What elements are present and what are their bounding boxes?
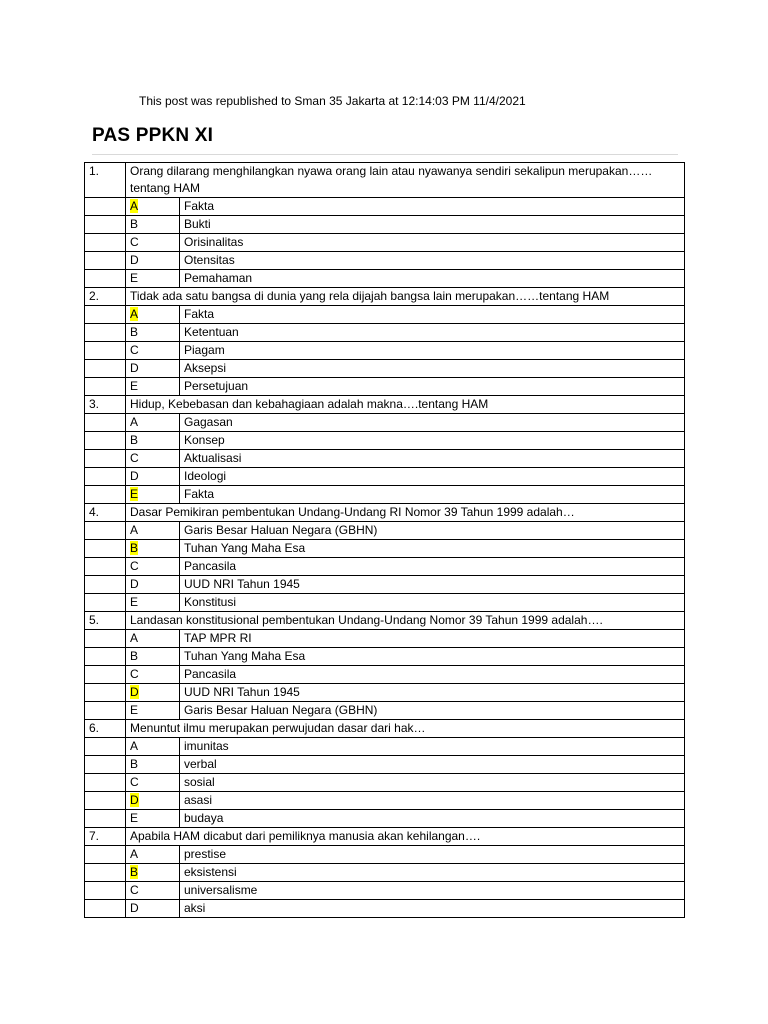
option-row [85,414,685,432]
option-letter-cell [126,774,180,792]
option-text: Fakta [180,486,685,504]
option-letter: D [130,469,139,483]
option-letter-cell [126,666,180,684]
option-letter-cell [126,648,180,666]
option-letter-cell [126,594,180,612]
option-letter: A [130,631,139,645]
option-text: Aktualisasi [180,450,685,468]
option-letter-cell [126,810,180,828]
option-spacer [85,324,126,342]
option-letter-cell [126,270,180,288]
option-spacer [85,864,126,882]
option-letter-cell [126,360,180,378]
option-letter: A [130,415,139,429]
option-spacer [85,270,126,288]
option-text: sosial [180,774,685,792]
option-spacer [85,630,126,648]
option-row [85,324,685,342]
option-text: Garis Besar Haluan Negara (GBHN) [180,702,685,720]
option-spacer [85,468,126,486]
question-row [85,396,685,414]
option-row [85,666,685,684]
option-letter-cell [126,864,180,882]
option-letter-cell [126,198,180,216]
question-text: Dasar Pemikiran pembentukan Undang-Undang RI Nomor 39 Tahun 1999 adalah… [126,504,685,522]
option-letter: A [130,307,139,321]
option-letter-cell [126,432,180,450]
title-divider [92,154,678,155]
option-row [85,558,685,576]
option-text: Bukti [180,216,685,234]
option-spacer [85,342,126,360]
option-text: verbal [180,756,685,774]
option-spacer [85,774,126,792]
option-text: aksi [180,900,685,918]
option-row [85,648,685,666]
option-row [85,846,685,864]
option-letter: A [130,523,139,537]
option-spacer [85,792,126,810]
option-letter-cell [126,306,180,324]
option-letter: D [130,685,139,699]
option-spacer [85,900,126,918]
option-spacer [85,306,126,324]
option-letter: C [130,883,139,897]
option-text: Konsep [180,432,685,450]
option-row [85,378,685,396]
option-row [85,684,685,702]
question-number: 7. [85,828,126,846]
option-letter-cell [126,576,180,594]
option-letter: C [130,235,139,249]
option-letter-cell [126,450,180,468]
option-spacer [85,738,126,756]
option-text: Ketentuan [180,324,685,342]
option-letter: E [130,811,139,825]
option-letter-cell [126,882,180,900]
option-row [85,450,685,468]
option-letter: C [130,775,139,789]
question-text: Orang dilarang menghilangkan nyawa orang lain atau nyawanya sendiri sekalipun merupakan…… tentang HAM [126,163,685,198]
option-text: Piagam [180,342,685,360]
option-text: Persetujuan [180,378,685,396]
option-row [85,630,685,648]
option-spacer [85,702,126,720]
option-letter-cell [126,252,180,270]
question-text: Menuntut ilmu merupakan perwujudan dasar dari hak… [126,720,685,738]
option-text: Orisinalitas [180,234,685,252]
option-text: eksistensi [180,864,685,882]
option-row [85,486,685,504]
option-letter-cell [126,684,180,702]
option-spacer [85,486,126,504]
option-row [85,792,685,810]
option-row [85,252,685,270]
option-letter-cell [126,738,180,756]
option-row [85,360,685,378]
option-letter: D [130,901,139,915]
option-spacer [85,882,126,900]
option-text: Ideologi [180,468,685,486]
option-letter: A [130,739,139,753]
option-spacer [85,846,126,864]
option-letter: D [130,253,139,267]
option-text: Pemahaman [180,270,685,288]
option-letter: E [130,595,139,609]
option-spacer [85,198,126,216]
question-number: 2. [85,288,126,306]
option-text: imunitas [180,738,685,756]
option-letter: D [130,577,139,591]
option-spacer [85,522,126,540]
question-row [85,612,685,630]
option-row [85,882,685,900]
option-letter: C [130,343,139,357]
option-text: TAP MPR RI [180,630,685,648]
quiz-table [84,162,685,918]
option-spacer [85,684,126,702]
option-row [85,810,685,828]
option-row [85,306,685,324]
option-letter: A [130,199,139,213]
option-letter-cell [126,216,180,234]
option-row [85,432,685,450]
option-row [85,342,685,360]
option-row [85,468,685,486]
option-text: universalisme [180,882,685,900]
question-text: Tidak ada satu bangsa di dunia yang rela dijajah bangsa lain merupakan……tentang HAM [126,288,685,306]
option-letter: B [130,541,139,555]
option-text: asasi [180,792,685,810]
option-row [85,198,685,216]
option-letter-cell [126,900,180,918]
option-text: Tuhan Yang Maha Esa [180,540,685,558]
option-row [85,702,685,720]
option-letter-cell [126,540,180,558]
question-row [85,828,685,846]
option-letter: B [130,325,139,339]
option-text: Fakta [180,198,685,216]
option-letter-cell [126,414,180,432]
question-number: 1. [85,163,126,198]
option-letter: C [130,559,139,573]
option-letter: D [130,361,139,375]
option-row [85,594,685,612]
option-letter: B [130,757,139,771]
option-spacer [85,558,126,576]
option-letter: B [130,865,139,879]
option-letter: E [130,271,139,285]
option-letter-cell [126,342,180,360]
question-text: Hidup, Kebebasan dan kebahagiaan adalah makna….tentang HAM [126,396,685,414]
option-spacer [85,414,126,432]
option-letter-cell [126,378,180,396]
option-text: Fakta [180,306,685,324]
option-row [85,216,685,234]
option-letter-cell [126,522,180,540]
option-spacer [85,432,126,450]
option-row [85,270,685,288]
republish-notice: This post was republished to Sman 35 Jakarta at 12:14:03 PM 11/4/2021 [139,94,526,108]
question-row [85,163,685,198]
option-letter-cell [126,468,180,486]
option-text: Otensitas [180,252,685,270]
option-letter-cell [126,486,180,504]
option-row [85,756,685,774]
option-spacer [85,252,126,270]
option-spacer [85,216,126,234]
option-letter: B [130,649,139,663]
option-letter: A [130,847,139,861]
option-letter: C [130,667,139,681]
question-number: 5. [85,612,126,630]
option-spacer [85,540,126,558]
question-text: Apabila HAM dicabut dari pemiliknya manusia akan kehilangan…. [126,828,685,846]
option-letter: B [130,217,139,231]
option-text: prestise [180,846,685,864]
option-spacer [85,378,126,396]
quiz-table-body [85,163,685,918]
option-letter: E [130,703,139,717]
option-text: Gagasan [180,414,685,432]
option-text: budaya [180,810,685,828]
option-letter: E [130,379,139,393]
option-letter-cell [126,234,180,252]
option-text: Pancasila [180,666,685,684]
option-spacer [85,666,126,684]
option-row [85,540,685,558]
option-letter: B [130,433,139,447]
option-spacer [85,810,126,828]
option-spacer [85,594,126,612]
option-letter-cell [126,792,180,810]
option-row [85,774,685,792]
option-row [85,576,685,594]
option-letter-cell [126,630,180,648]
option-letter-cell [126,756,180,774]
option-row [85,900,685,918]
question-row [85,720,685,738]
question-text: Landasan konstitusional pembentukan Undang-Undang Nomor 39 Tahun 1999 adalah…. [126,612,685,630]
option-letter: C [130,451,139,465]
question-number: 6. [85,720,126,738]
option-text: Garis Besar Haluan Negara (GBHN) [180,522,685,540]
option-row [85,522,685,540]
option-text: Aksepsi [180,360,685,378]
option-letter-cell [126,558,180,576]
option-row [85,864,685,882]
option-text: UUD NRI Tahun 1945 [180,684,685,702]
option-row [85,234,685,252]
option-spacer [85,756,126,774]
option-letter: E [130,487,139,501]
option-row [85,738,685,756]
option-text: Tuhan Yang Maha Esa [180,648,685,666]
option-letter-cell [126,702,180,720]
option-letter-cell [126,846,180,864]
option-spacer [85,648,126,666]
option-text: Konstitusi [180,594,685,612]
option-text: Pancasila [180,558,685,576]
page-title: PAS PPKN XI [92,125,214,146]
option-spacer [85,450,126,468]
question-number: 3. [85,396,126,414]
question-row [85,288,685,306]
option-text: UUD NRI Tahun 1945 [180,576,685,594]
question-number: 4. [85,504,126,522]
option-letter: D [130,793,139,807]
option-spacer [85,576,126,594]
option-letter-cell [126,324,180,342]
question-row [85,504,685,522]
option-spacer [85,360,126,378]
option-spacer [85,234,126,252]
